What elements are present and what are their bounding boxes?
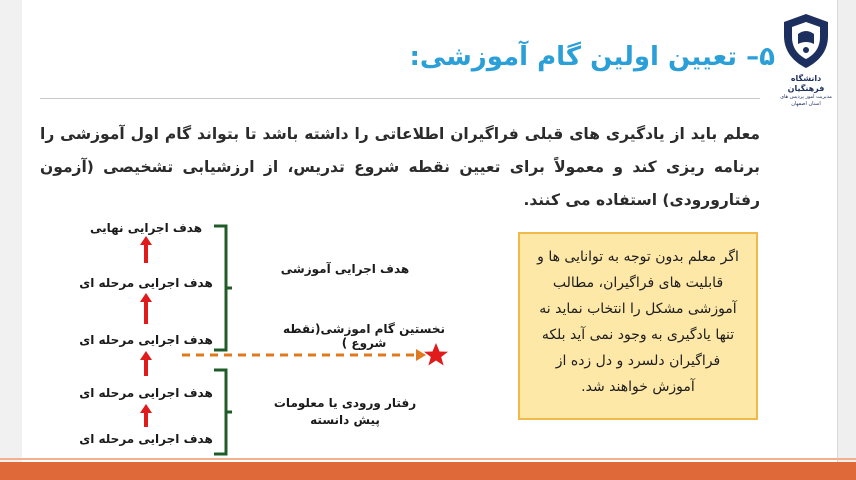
footer-accent-line bbox=[0, 458, 856, 460]
label-starting-point: نخستین گام اموزشی(نقطه شروع ) bbox=[282, 322, 446, 350]
ladder-item-final: هدف اجرایی نهایی bbox=[89, 221, 203, 235]
up-arrow-icon bbox=[140, 404, 152, 413]
left-frame bbox=[0, 0, 22, 480]
right-frame bbox=[837, 0, 856, 480]
up-arrow-shaft bbox=[144, 245, 148, 263]
warning-note-box: اگر معلم بدون توجه به توانایی ها و قابلیت های فراگیران، مطالب آموزشی مشکل را انتخاب نماید نه تنها یادگیری به وجود نمی آید بلکه فراگیران دلسرد و دل زده از آموزش خواهند شد. bbox=[518, 232, 758, 420]
page-title: ۵– تعیین اولین گام آموزشی: bbox=[409, 42, 775, 72]
ladder-item-stage-3: هدف اجرایی مرحله ای bbox=[79, 386, 213, 400]
intro-paragraph: معلم باید از یادگیری های قبلی فراگیران اطلاعاتی را داشته باشد تا بتواند گام اول آموزشی را برنامه ریزی کند و معمولاً برای تعیین نقطه شروع تدریس، از ارزشیابی تشخیصی (آزمون رفتارورودی) استفاده می کنند. bbox=[40, 125, 760, 209]
label-instructional-objective: هدف اجرایی آموزشی bbox=[280, 262, 410, 276]
logo-emblem-icon bbox=[778, 12, 834, 70]
label-prior-knowledge: پیش دانسته bbox=[310, 413, 380, 427]
up-arrow-icon bbox=[140, 351, 152, 360]
up-arrow-icon bbox=[140, 236, 152, 245]
university-logo bbox=[774, 12, 838, 107]
up-arrow-icon bbox=[140, 293, 152, 302]
ladder-item-stage-2: هدف اجرایی مرحله ای bbox=[79, 333, 213, 347]
footer-bar bbox=[0, 462, 856, 480]
logo-subtitle: مدیریت امور پردیس های استان اصفهان bbox=[780, 94, 832, 107]
title-divider bbox=[40, 98, 760, 99]
up-arrow-shaft bbox=[144, 302, 148, 324]
ladder-item-stage-4: هدف اجرایی مرحله ای bbox=[79, 432, 213, 446]
label-entry-behavior: رفتار ورودی یا معلومات bbox=[273, 396, 417, 410]
logo-name: دانشگاه فرهنگیان bbox=[787, 74, 825, 93]
up-arrow-shaft bbox=[144, 413, 148, 427]
up-arrow-shaft bbox=[144, 360, 148, 376]
ladder-item-stage-1: هدف اجرایی مرحله ای bbox=[79, 276, 213, 290]
